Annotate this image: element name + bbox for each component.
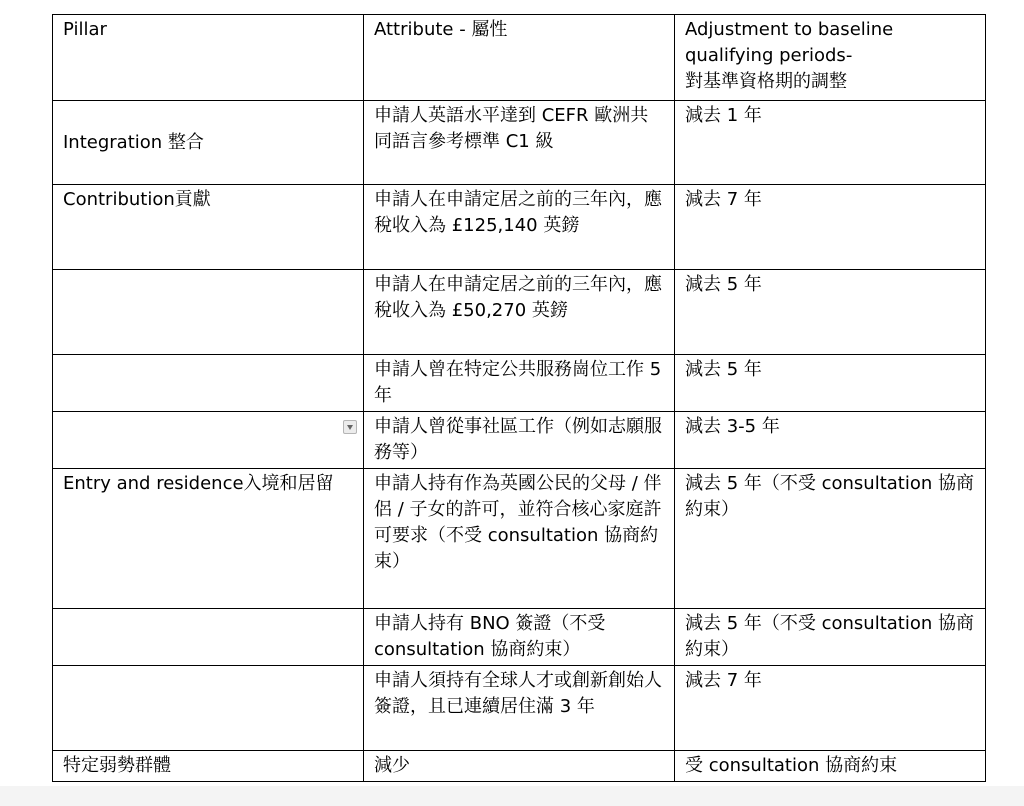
attribute-text: 申請人在申請定居之前的三年內，應稅收入為 £50,270 英鎊 — [374, 274, 662, 321]
adjustment-text: 減去 5 年（不受 consultation 協商約束） — [685, 613, 975, 660]
table-row — [53, 185, 986, 270]
table-row — [53, 609, 986, 666]
pillar-cell[interactable] — [53, 751, 364, 782]
attribute-text: 申請人英語水平達到 CEFR 歐洲共同語言參考標準 C1 級 — [374, 105, 649, 152]
table-row — [53, 751, 986, 782]
attribute-cell[interactable] — [364, 270, 675, 355]
pillar-cell[interactable] — [53, 412, 364, 469]
header-attribute-text: Attribute - 屬性 — [374, 19, 508, 40]
attribute-text: 申請人須持有全球人才或創新創始人簽證，且已連續居住滿 3 年 — [374, 670, 662, 717]
pillar-text: Entry and residence入境和居留 — [63, 473, 334, 494]
adjustment-cell[interactable] — [675, 270, 986, 355]
attribute-cell[interactable] — [364, 355, 675, 412]
adjustment-text: 減去 3-5 年 — [685, 416, 780, 437]
attribute-text: 申請人曾從事社區工作（例如志願服務等） — [374, 416, 662, 463]
table-row — [53, 355, 986, 412]
adjustment-text: 減去 5 年 — [685, 359, 762, 380]
adjustment-cell[interactable] — [675, 609, 986, 666]
table-row — [53, 101, 986, 185]
attribute-cell[interactable] — [364, 666, 675, 751]
attribute-cell[interactable] — [364, 101, 675, 185]
attribute-text: 申請人持有 BNO 簽證（不受 consultation 協商約束） — [374, 613, 606, 660]
pillar-cell[interactable] — [53, 270, 364, 355]
adjustment-text: 減去 5 年（不受 consultation 協商約束） — [685, 473, 975, 520]
header-pillar[interactable] — [53, 15, 364, 101]
adjustment-text: 減去 7 年 — [685, 189, 762, 210]
header-adjustment-line3: 對基準資格期的調整 — [685, 71, 847, 92]
settlement-adjustment-table — [52, 14, 986, 782]
adjustment-cell[interactable] — [675, 666, 986, 751]
header-pillar-text: Pillar — [63, 19, 107, 40]
pillar-cell[interactable] — [53, 101, 364, 185]
attribute-text: 申請人曾在特定公共服務崗位工作 5 年 — [374, 359, 662, 406]
window-bottom-strip — [0, 786, 1024, 806]
chevron-down-icon[interactable] — [343, 420, 357, 434]
attribute-text: 申請人在申請定居之前的三年內，應稅收入為 £125,140 英鎊 — [374, 189, 662, 236]
adjustment-cell[interactable] — [675, 355, 986, 412]
adjustment-text: 減去 5 年 — [685, 274, 762, 295]
pillar-text: Contribution貢獻 — [63, 189, 211, 210]
attribute-cell[interactable] — [364, 751, 675, 782]
header-attribute[interactable] — [364, 15, 675, 101]
pillar-text: 特定弱勢群體 — [63, 755, 171, 776]
pillar-cell[interactable] — [53, 185, 364, 270]
adjustment-cell[interactable] — [675, 101, 986, 185]
adjustment-text: 減去 7 年 — [685, 670, 762, 691]
table-row — [53, 469, 986, 609]
table-row — [53, 412, 986, 469]
table-row — [53, 270, 986, 355]
attribute-cell[interactable] — [364, 469, 675, 609]
pillar-cell[interactable] — [53, 469, 364, 609]
attribute-cell[interactable] — [364, 185, 675, 270]
header-adjustment-line2: qualifying periods- — [685, 45, 853, 66]
attribute-cell[interactable] — [364, 412, 675, 469]
table-row — [53, 666, 986, 751]
adjustment-cell[interactable] — [675, 412, 986, 469]
attribute-text: 減少 — [374, 755, 410, 776]
attribute-text: 申請人持有作為英國公民的父母 / 伴侶 / 子女的許可，並符合核心家庭許可要求（不受 consultation 協商約束） — [374, 473, 662, 572]
table-header-row — [53, 15, 986, 101]
attribute-cell[interactable] — [364, 609, 675, 666]
adjustment-text: 受 consultation 協商約束 — [685, 755, 898, 776]
adjustment-cell[interactable] — [675, 185, 986, 270]
pillar-cell[interactable] — [53, 666, 364, 751]
pillar-text: Integration 整合 — [63, 131, 204, 153]
adjustment-text: 減去 1 年 — [685, 105, 762, 126]
adjustment-cell[interactable] — [675, 751, 986, 782]
header-adjustment-line1: Adjustment to baseline — [685, 19, 894, 40]
header-adjustment[interactable] — [675, 15, 986, 101]
pillar-cell[interactable] — [53, 609, 364, 666]
adjustment-cell[interactable] — [675, 469, 986, 609]
pillar-cell[interactable] — [53, 355, 364, 412]
